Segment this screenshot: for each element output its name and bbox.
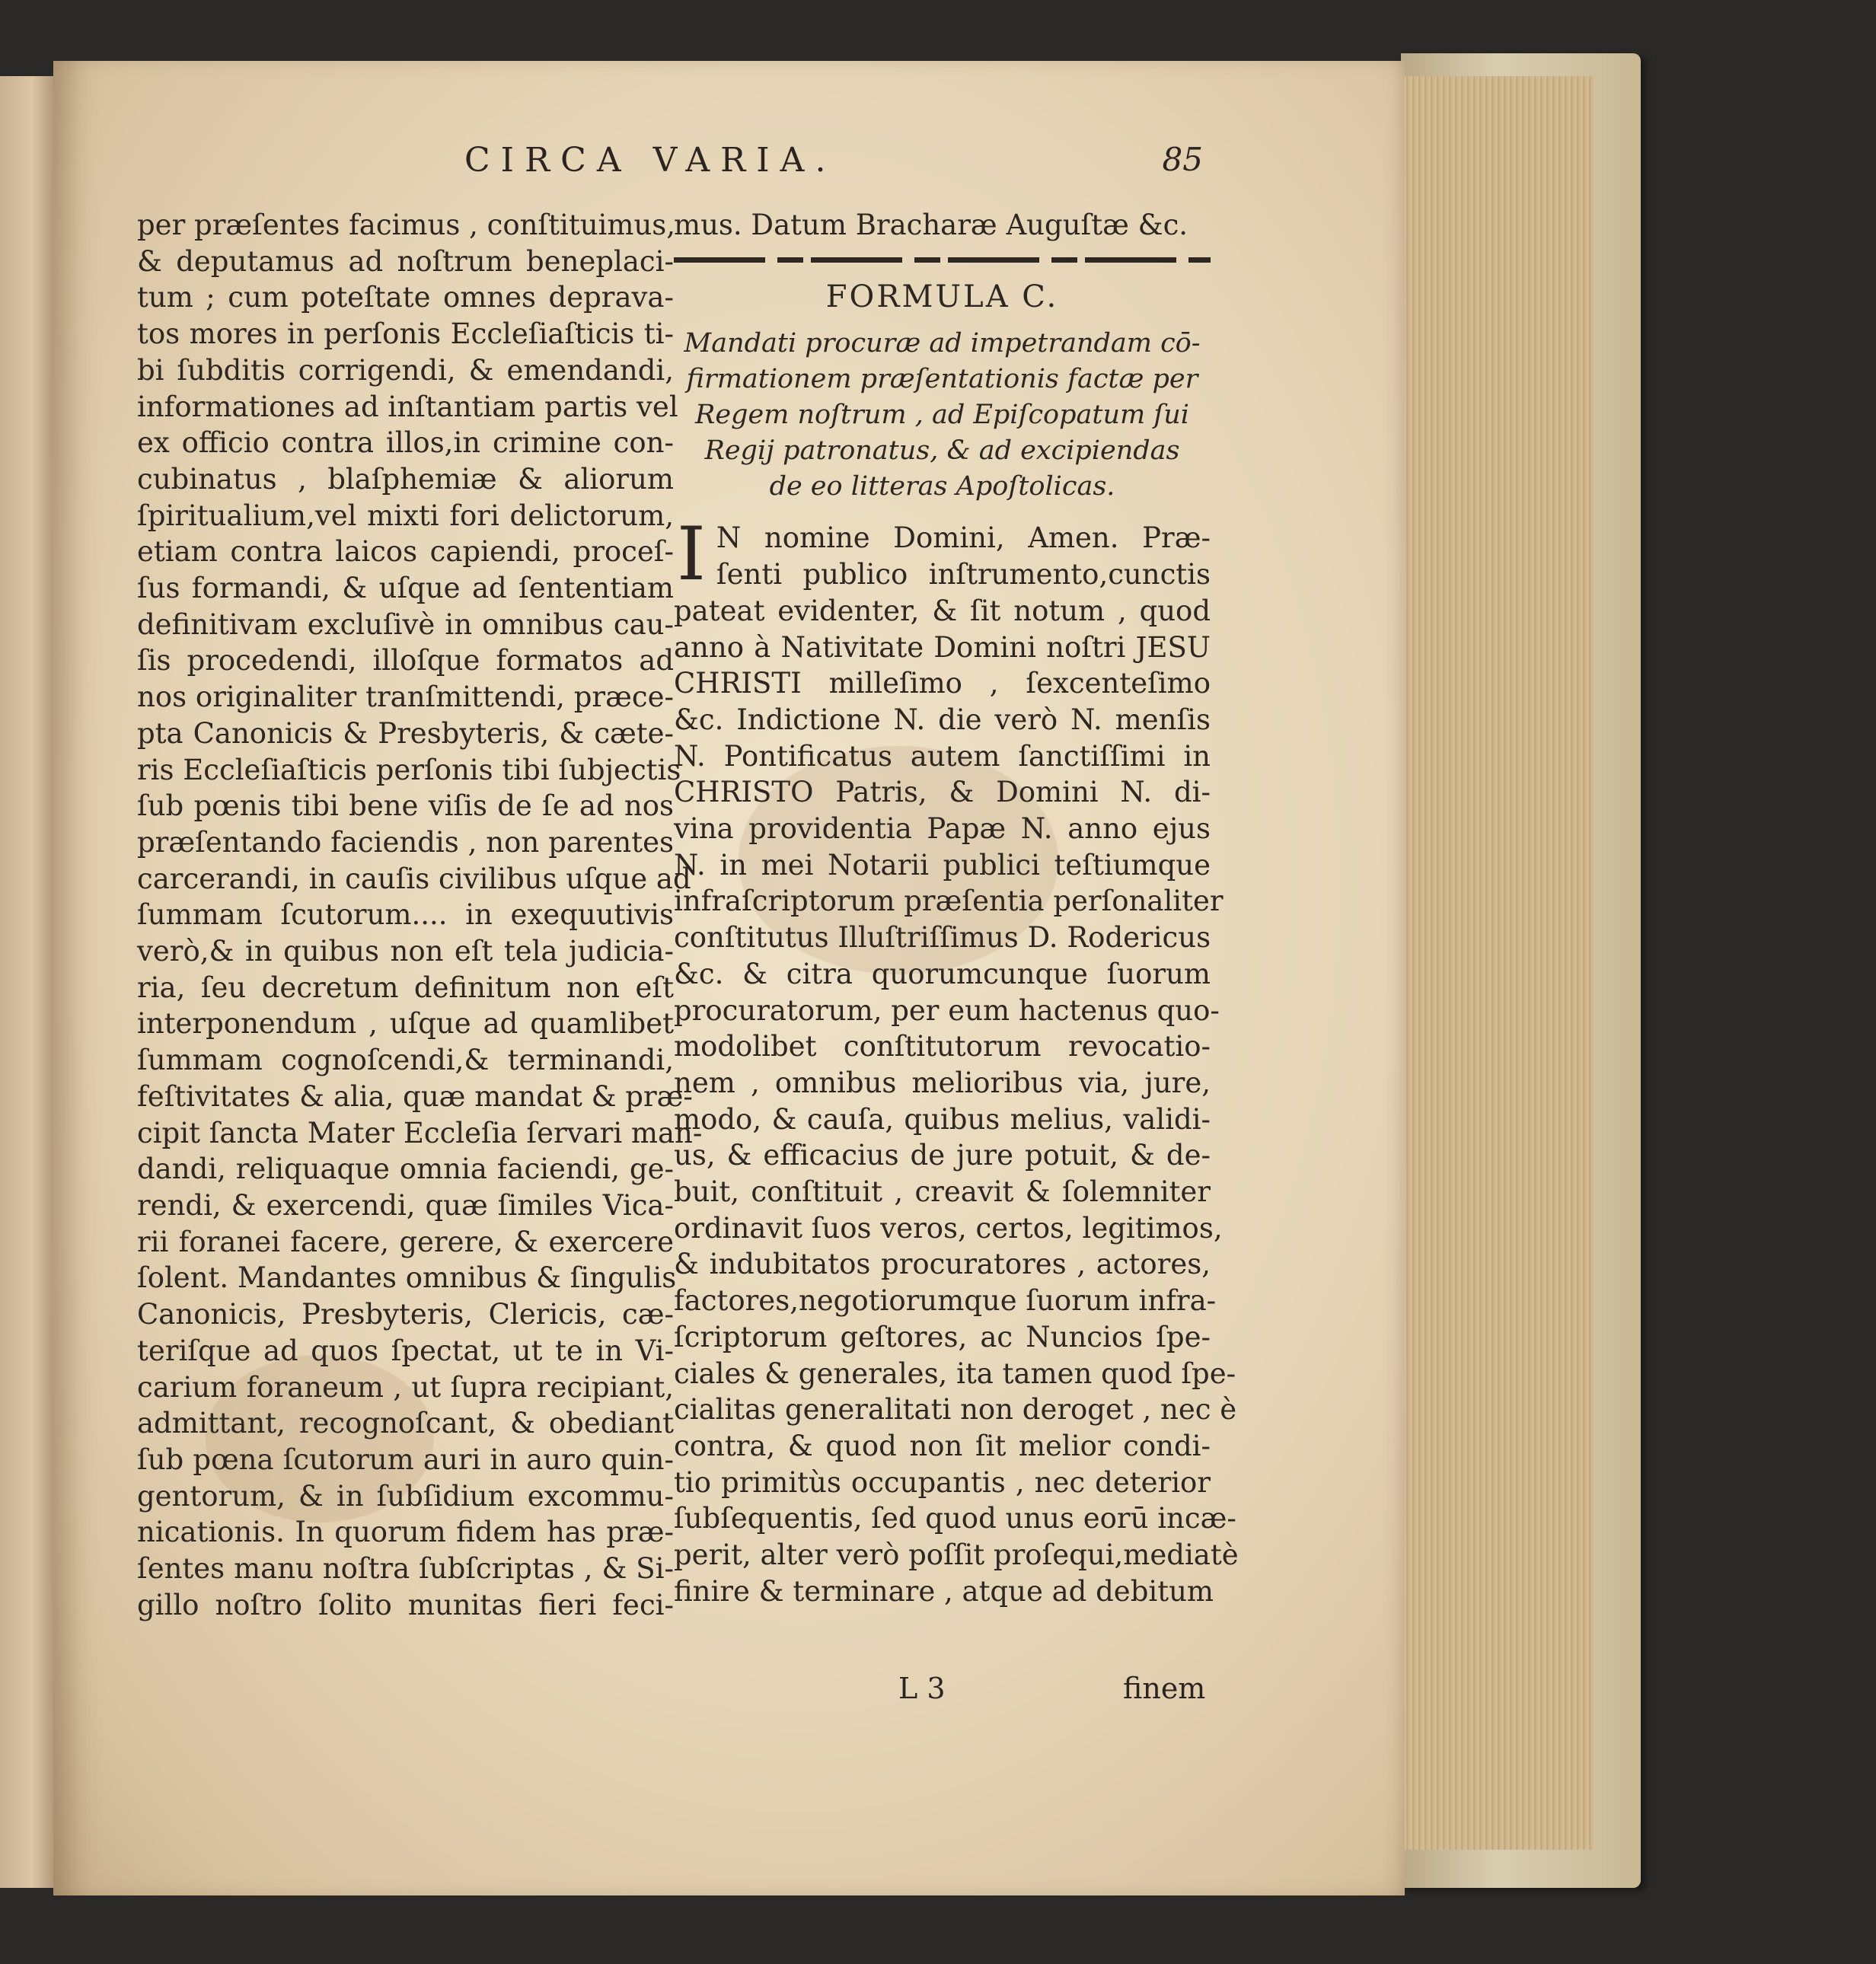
text-line: ſpiritualium,vel mixti fori delictorum, bbox=[137, 499, 674, 532]
text-line: cialitas generalitati non deroget , nec è bbox=[674, 1393, 1237, 1427]
text-line: ſentes manu noſtra ſubſcriptas , & Si- bbox=[137, 1552, 674, 1586]
text-line: feſtivitates & alia, quæ mandat & præ- bbox=[137, 1079, 693, 1113]
text-line: & deputamus ad noſtrum beneplaci- bbox=[137, 244, 674, 278]
text-line: &c. & citra quorumcunque ſuorum bbox=[674, 957, 1211, 990]
text-line: definitivam excluſivè in omnibus cau- bbox=[137, 607, 674, 641]
formula-body bbox=[674, 512, 1239, 1609]
text-line: dandi, reliquaque omnia faciendi, ge- bbox=[137, 1153, 674, 1186]
signature-mark: L 3 bbox=[898, 1672, 946, 1705]
text-line: nos originaliter tranſmittendi, præce- bbox=[137, 681, 674, 714]
text-line: gentorum, & in ſubſidium excommu- bbox=[137, 1479, 674, 1513]
text-line: Canonicis, Presbyteris, Clericis, cæ- bbox=[137, 1298, 674, 1331]
text-line: ciales & generales, ita tamen quod ſpe- bbox=[674, 1357, 1236, 1390]
text-line: ſolent. Mandantes omnibus & ſingulis bbox=[137, 1261, 677, 1295]
text-line: ris Eccleſiaſticis perſonis tibi ſubjectis bbox=[137, 753, 681, 786]
text-line: modo, & cauſa, quibus melius, validi- bbox=[674, 1102, 1211, 1136]
text-line: ſenti publico inſtrumento,cunctis bbox=[716, 558, 1211, 591]
text-line: præſentando faciendis , non parentes bbox=[137, 825, 674, 859]
text-line: teriſque ad quos ſpectat, ut te in Vi- bbox=[137, 1334, 674, 1367]
drop-cap-lines bbox=[674, 512, 1211, 598]
text-line: interponendum , uſque ad quamlibet bbox=[137, 1007, 674, 1041]
text-line: ſubſequentis, ſed quod unus eorū incæ- bbox=[674, 1502, 1236, 1535]
text-line: admittant, recognoſcant, & obediant bbox=[137, 1407, 674, 1440]
text-line: ordinavit ſuos veros, certos, legitimos, bbox=[674, 1211, 1223, 1245]
text-line: pta Canonicis & Presbyteris, & cæte- bbox=[137, 716, 674, 750]
text-line: tum ; cum poteſtate omnes deprava- bbox=[137, 281, 674, 314]
page-block-edges bbox=[1401, 76, 1594, 1850]
text-line: ſummam ſcutorum.... in exequutivis bbox=[137, 898, 674, 932]
text-line: tio primitùs occupantis , nec deterior bbox=[674, 1465, 1211, 1499]
text-line: rendi, & exercendi, quæ ſimiles Vica- bbox=[137, 1188, 674, 1222]
text-line: CHRISTO Patris, & Domini N. di- bbox=[674, 776, 1211, 809]
text-line: verò,& in quibus non eſt tela judicia- bbox=[137, 935, 674, 968]
text-line: Mandati procuræ ad impetrandam cō- bbox=[684, 328, 1201, 359]
text-line: de eo litteras Apoſtolicas. bbox=[769, 471, 1115, 502]
text-line: etiam contra laicos capiendi, proceſ- bbox=[137, 535, 674, 569]
text-line: cubinatus , blaſphemiæ & aliorum bbox=[137, 462, 674, 496]
text-line: modolibet conſtitutorum revocatio- bbox=[674, 1030, 1211, 1063]
formula-subtitle bbox=[674, 326, 1211, 505]
text-line: ſus formandi, & uſque ad ſententiam bbox=[137, 572, 674, 605]
text-line: CHRISTI milleſimo , ſexcenteſimo bbox=[674, 667, 1211, 700]
text-line: N nomine Domini, Amen. Præ- bbox=[716, 521, 1211, 555]
body-lines bbox=[674, 593, 1239, 1610]
text-line: N. Pontificatus autem ſanctiſſimi in bbox=[674, 739, 1211, 773]
right-column bbox=[674, 207, 1239, 1610]
text-line: carcerandi, in cauſis civilibus uſque ad bbox=[137, 862, 691, 895]
ornamental-rule bbox=[674, 257, 1211, 263]
text-line: cipit ſancta Mater Eccleſia ſervari man- bbox=[137, 1116, 703, 1149]
text-line: ſub pœna ſcutorum auri in auro quin- bbox=[137, 1443, 674, 1476]
text-line: per præſentes facimus , conſtituimus, bbox=[137, 209, 676, 241]
text-line: N. in mei Notarii publici teſtiumque bbox=[674, 848, 1211, 882]
text-line: tos mores in perſonis Eccleſiaſticis ti- bbox=[137, 317, 674, 351]
text-line: buit, conſtituit , creavit & ſolemniter bbox=[674, 1175, 1211, 1209]
text-line: firmationem præſentationis factæ per bbox=[686, 364, 1198, 395]
text-line: carium foraneum , ut ſupra recipiant, bbox=[137, 1370, 674, 1404]
text-line: ſis procedendi, illoſque formatos ad bbox=[137, 644, 674, 678]
text-line: pateat evidenter, & ſit notum , quod bbox=[674, 594, 1211, 627]
text-line: finire & terminare , atque ad debitum bbox=[674, 1574, 1214, 1608]
text-line: nicationis. In quorum fidem has præ- bbox=[137, 1516, 674, 1549]
text-line: ſcriptorum geſtores, ac Nuncios ſpe- bbox=[674, 1320, 1211, 1353]
formula-heading: FORMULA C. bbox=[825, 279, 1059, 314]
text-line: anno à Nativitate Domini noſtri JESU bbox=[674, 630, 1211, 664]
text-line: conſtitutus Illuſtriſſimus D. Rodericus bbox=[674, 921, 1211, 955]
text-line: ſummam cognoſcendi,& terminandi, bbox=[137, 1044, 674, 1077]
text-line: vina providentia Papæ N. anno ejus bbox=[674, 812, 1211, 846]
text-line: & indubitatos procuratores , actores, bbox=[674, 1248, 1211, 1281]
text-line: gillo noſtro ſolito munitas fieri feci- bbox=[137, 1588, 674, 1621]
text-line: ria, ſeu decretum definitum non eſt bbox=[137, 971, 674, 1004]
text-line: contra, & quod non ſit melior condi- bbox=[674, 1429, 1211, 1462]
text-line: ſub pœnis tibi bene viſis de ſe ad nos bbox=[137, 789, 674, 823]
text-line: &c. Indictione N. die verò N. menſis bbox=[674, 703, 1211, 736]
text-line: factores,negotiorumque ſuorum infra- bbox=[674, 1284, 1217, 1318]
text-line: infraſcriptorum præſentia perſonaliter bbox=[674, 885, 1224, 918]
running-head-title: CIRCA VARIA. bbox=[464, 141, 837, 180]
text-line: us, & efficacius de jure potuit, & de- bbox=[674, 1139, 1211, 1172]
catchword: finem bbox=[1123, 1672, 1206, 1705]
text-line: Regij patronatus, & ad excipiendas bbox=[704, 435, 1180, 467]
text-line: rii foranei facere, gerere, & exercere bbox=[137, 1225, 674, 1258]
text-line: nem , omnibus melioribus via, jure, bbox=[674, 1066, 1211, 1099]
drop-cap: I bbox=[677, 512, 706, 598]
text-line: Regem noſtrum , ad Epiſcopatum ſui bbox=[694, 400, 1190, 431]
facing-page-edge bbox=[0, 76, 55, 1888]
text-line: informationes ad inſtantiam partis vel bbox=[137, 390, 678, 423]
text-line: perit, alter verò poſſit proſequi,mediatè bbox=[674, 1538, 1239, 1572]
text-line: procuratorum, per eum hactenus quo- bbox=[674, 993, 1220, 1027]
page-number: 85 bbox=[1162, 141, 1203, 178]
text-line: bi ſubditis corrigendi, & emendandi, bbox=[137, 353, 674, 387]
running-head bbox=[404, 141, 1203, 194]
text-line: ex officio contra illos,in crimine con- bbox=[137, 426, 674, 460]
continuation-line: mus. Datum Bracharæ Auguſtæ &c. bbox=[674, 209, 1188, 241]
left-column bbox=[137, 207, 703, 1623]
